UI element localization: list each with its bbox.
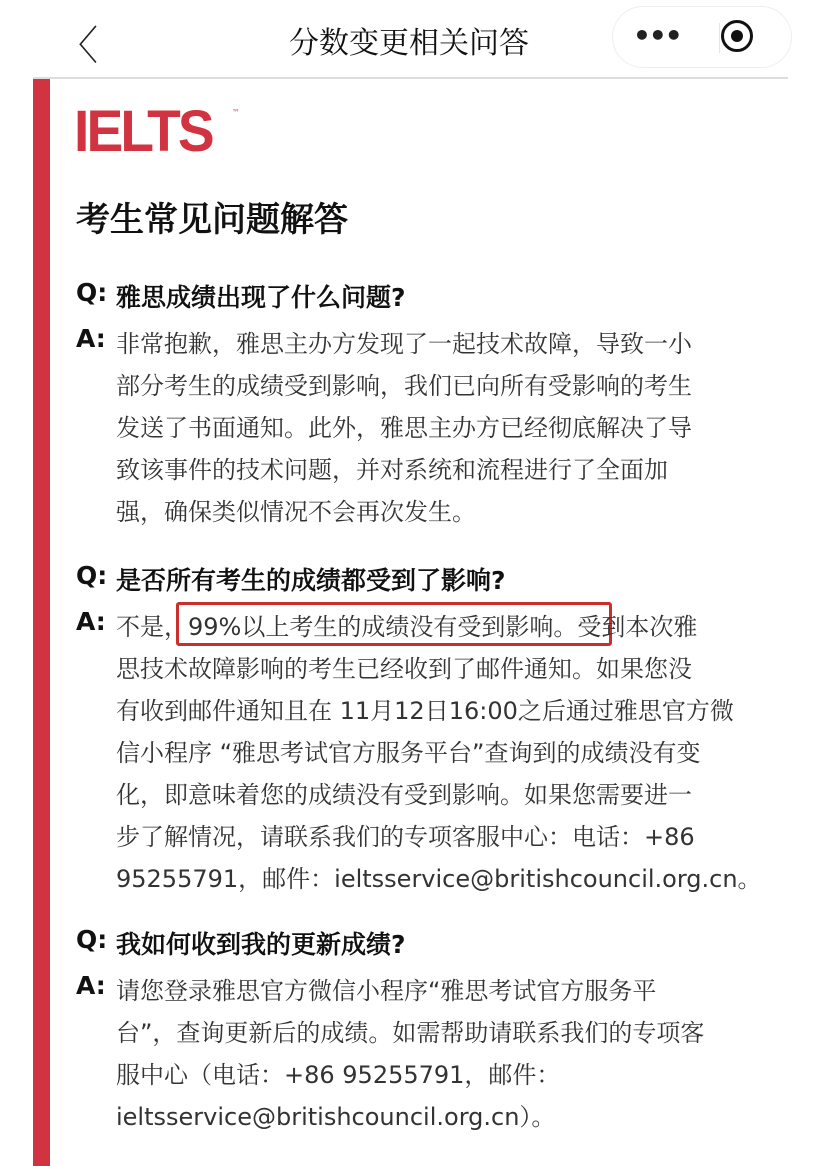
accent-bar: [33, 79, 50, 1166]
close-target-icon[interactable]: [721, 20, 753, 52]
question-label: Q:: [76, 278, 108, 307]
answer-line: 信小程序 “雅思考试官方服务平台”查询到的成绩没有变: [116, 739, 701, 767]
answer-line: 化，即意味着您的成绩没有受到影响。如果您需要进一: [116, 781, 692, 809]
answer-line: 请您登录雅思官方微信小程序“雅思考试官方服务平: [116, 977, 657, 1005]
trademark: ™: [232, 108, 240, 117]
answer-line: 致该事件的技术问题，并对系统和流程进行了全面加: [116, 456, 668, 484]
answer-line: 部分考生的成绩受到影响，我们已向所有受影响的考生: [116, 372, 692, 400]
answer-line: 95255791，邮件：ieltsservice@britishcouncil.org.cn。: [116, 865, 762, 893]
question-text: 我如何收到我的更新成绩?: [116, 930, 406, 959]
answer-label: A:: [76, 971, 106, 1000]
divider: [33, 77, 788, 79]
answer-label: A:: [76, 607, 106, 636]
mini-program-capsule: [612, 6, 792, 68]
answer-line: 非常抱歉，雅思主办方发现了一起技术故障，导致一小: [116, 330, 692, 358]
divider: [719, 23, 720, 53]
question-text: 雅思成绩出现了什么问题?: [116, 283, 406, 312]
question-label: Q:: [76, 925, 108, 954]
answer-label: A:: [76, 324, 106, 353]
answer-line: 发送了书面通知。此外，雅思主办方已经彻底解决了导: [116, 414, 692, 442]
answer-line: 思技术故障影响的考生已经收到了邮件通知。如果您没: [116, 655, 692, 683]
answer-line: 服中心（电话：+86 95255791，邮件：: [116, 1061, 561, 1089]
answer-line: 步了解情况，请联系我们的专项客服中心：电话：+86: [116, 823, 695, 851]
more-icon[interactable]: •••: [633, 19, 681, 52]
answer-line: 有收到邮件通知且在 11月12日16:00之后通过雅思官方微: [116, 697, 734, 725]
nav-bar: [0, 0, 818, 76]
answer-line: 台”，查询更新后的成绩。如需帮助请联系我们的专项客: [116, 1019, 705, 1047]
question-label: Q:: [76, 561, 108, 590]
back-button[interactable]: 〈: [58, 23, 98, 69]
answer-line: 不是，99%以上考生的成绩没有受到影响。受到本次雅: [116, 613, 698, 641]
answer-line: ieltsservice@britishcouncil.org.cn）。: [116, 1103, 556, 1131]
faq-heading: 考生常见问题解答: [76, 200, 348, 240]
ielts-logo: IELTS: [74, 99, 212, 164]
question-text: 是否所有考生的成绩都受到了影响?: [116, 566, 506, 595]
page-title: 分数变更相关问答: [289, 26, 529, 61]
answer-line: 强，确保类似情况不会再次发生。: [116, 498, 476, 526]
